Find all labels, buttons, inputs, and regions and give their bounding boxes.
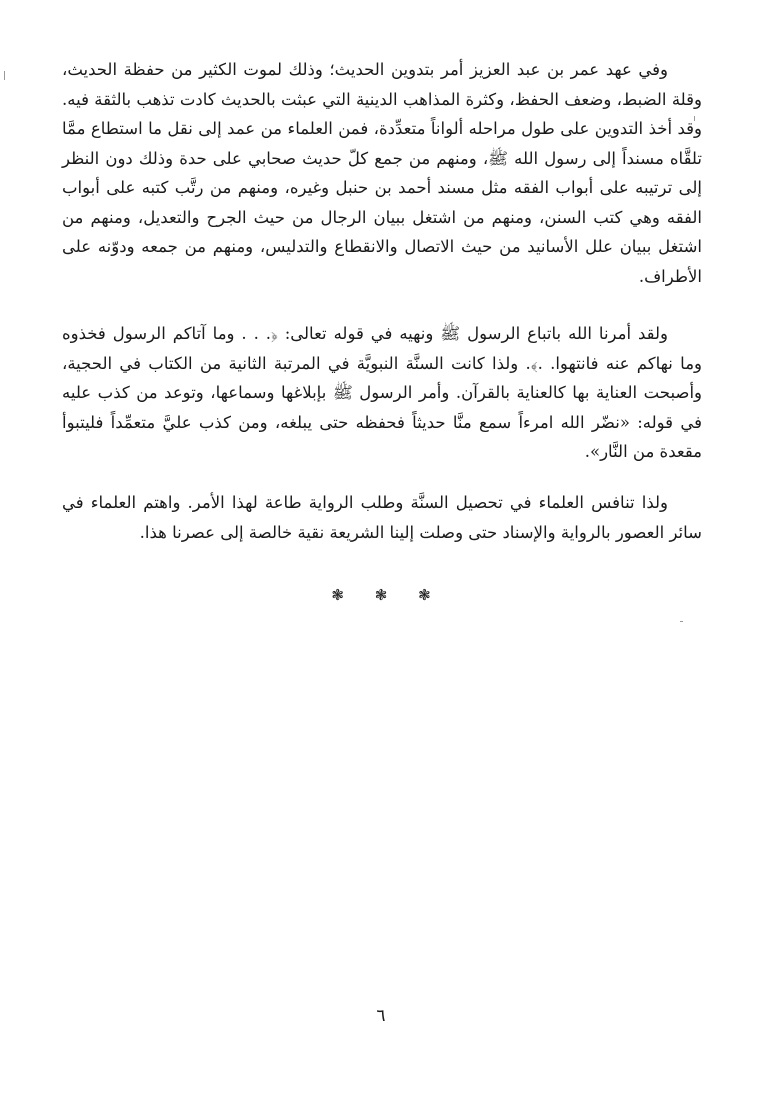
section-divider bbox=[0, 586, 762, 604]
scan-artifact bbox=[4, 71, 5, 80]
paragraph-text: ولقد أمرنا الله باتباع الرسول ﷺ ونهيه في قوله تعالى: ﴿. . . وما آتاكم الرسول فخذوه وما نهاكم عنه فانتهوا. .﴾. ولذا كانت السنَّة النبويَّة في المرتبة الثانية من الكتاب في الحجية، وأصبحت العناية بها كالعناية بالقرآن. وأمر الرسول ﷺ بإبلاغها وسماعها، وتوعد من كذب عليه في قوله: «نضّر الله امرءاً سمع منَّا حديثاً فحفظه حتى يبلغه، ومن كذب عليَّ متعمِّداً فليتبوأ مقعدة من النَّار». bbox=[62, 324, 702, 461]
asterism-ornament-icon: ❃ bbox=[374, 586, 388, 604]
paragraph-text: ولذا تنافس العلماء في تحصيل السنَّة وطلب الرواية طاعة لهذا الأمر. واهتم العلماء في سائر العصور بالرواية والإسناد حتى وصلت إلينا الشريعة نقية خالصة إلى عصرنا هذا. bbox=[62, 493, 702, 542]
scan-artifact bbox=[680, 621, 683, 622]
paragraph-codification-history bbox=[62, 55, 702, 291]
asterism-ornament-icon: ❃ bbox=[418, 586, 431, 604]
page-number: ٦ bbox=[376, 1006, 386, 1026]
paragraph-scholars-competition bbox=[62, 488, 702, 547]
asterism-ornament-icon: ❃ bbox=[331, 586, 344, 604]
paragraph-following-messenger bbox=[62, 319, 702, 467]
paragraph-text: وفي عهد عمر بن عبد العزيز أمر بتدوين الحديث؛ وذلك لموت الكثير من حفظة الحديث، وقلة الضبط، وضعف الحفظ، وكثرة المذاهب الدينية التي عبثت بالحديث كادت تذهب بالثقة فيه. وقد أخذ التدوين على طول مراحله ألواناً متعدِّدة، فمن العلماء من عمد إلى نقل ما استطاع ممَّا تلقَّاه مسنداً إلى رسول الله ﷺ، ومنهم من جمع كلّ حديث صحابي على حدة وذلك دون النظر إلى ترتيبه على أبواب الفقه مثل مسند أحمد بن حنبل وغيره، ومنهم من رتَّب كتبه على أبواب الفقه وهي كتب السنن، ومنهم من اشتغل ببيان الرجال من حيث الجرح والتعديل، ومنهم من اشتغل ببيان علل الأسانيد من حيث الاتصال والانقطاع والتدليس، ومنهم من جمعه ودوّنه على الأطراف. bbox=[62, 60, 702, 286]
